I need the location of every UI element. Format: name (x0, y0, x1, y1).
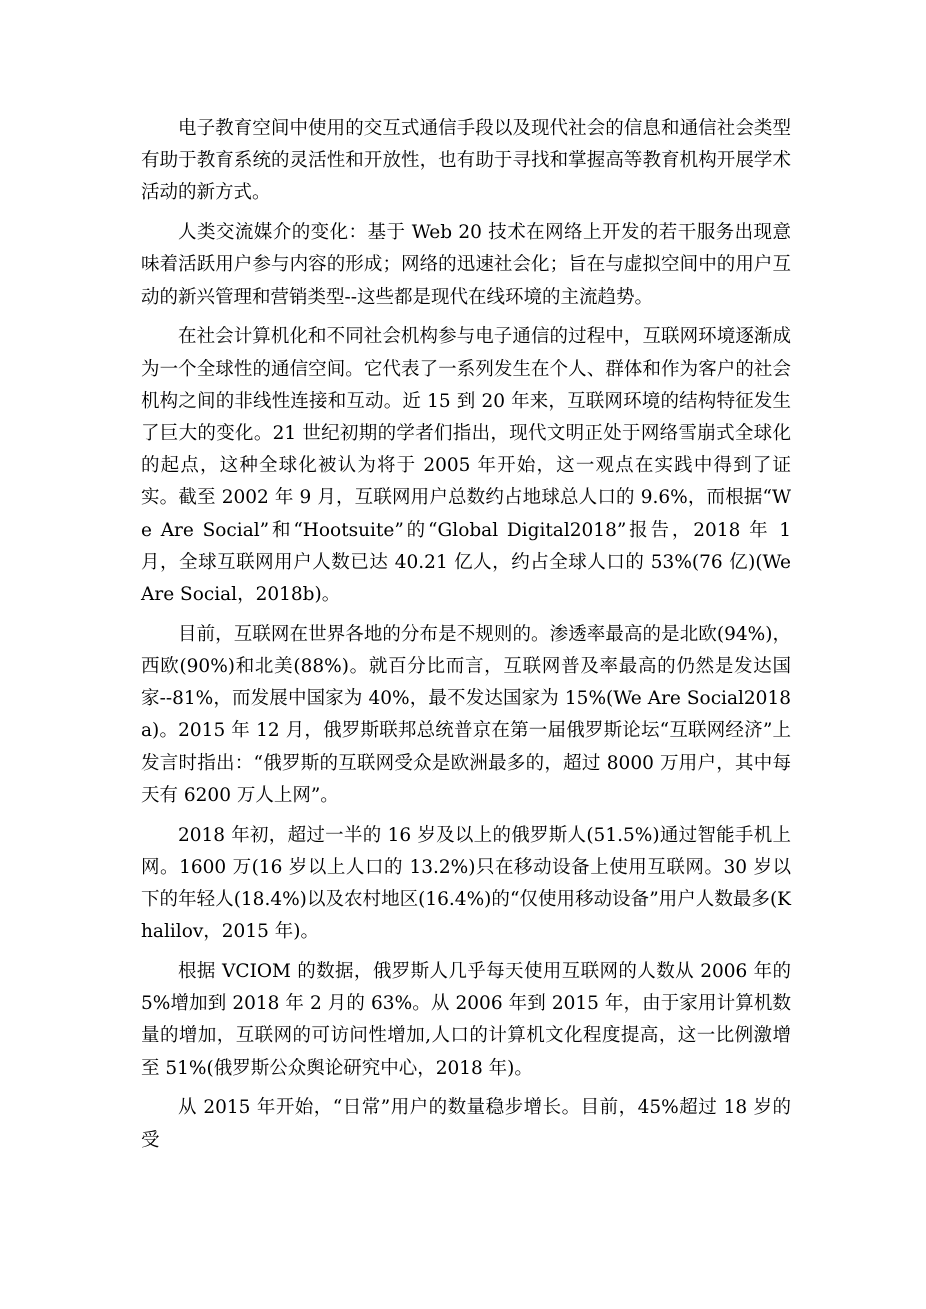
document-page (141, 113, 791, 1164)
paragraph-mobile-usage: 2018 年初，超过一半的 16 岁及以上的俄罗斯人(51.5%)通过智能手机上网。1600 万(16 岁以上人口的 13.2%)只在移动设备上使用互联网。30 岁以下的年轻人(18.4%)以及农村地区(16.4%)的“仅使用移动设备”用户人数最多(Khalilov，2015 年)。 (141, 824, 791, 943)
paragraph-internet-distribution: 目前，互联网在世界各地的分布是不规则的。渗透率最高的是北欧(94%)，西欧(90%)和北美(88%)。就百分比而言，互联网普及率最高的仍然是发达国家--81%，而发展中国家为 40%，最不发达国家为 15%(We Are Social2018a)。2015 年 12 月，俄罗斯联邦总统普京在第一届俄罗斯论坛“互联网经济”上发言时指出：“俄罗斯的互联网受众是欧洲最多的，超过 8000 万用户，其中每天有 6200 万人上网”。 (141, 623, 791, 806)
paragraph-vciom-data: 根据 VCIOM 的数据，俄罗斯人几乎每天使用互联网的人数从 2006 年的 5%增加到 2018 年 2 月的 63%。从 2006 年到 2015 年，由于家用计算机数量的增加，互联网的可访问性增加,人口的计算机文化程度提高，这一比例激增至 51%(俄罗斯公众舆论研究中心，2018 年)。 (141, 961, 791, 1079)
paragraph-interactive-communication: 电子教育空间中使用的交互式通信手段以及现代社会的信息和通信社会类型有助于教育系统的灵活性和开放性，也有助于寻找和掌握高等教育机构开展学术活动的新方式。 (141, 118, 791, 204)
paragraph-global-internet-space: 在社会计算机化和不同社会机构参与电子通信的过程中，互联网环境逐渐成为一个全球性的通信空间。它代表了一系列发生在个人、群体和作为客户的社会机构之间的非线性连接和互动。近 15 到 20 年来，互联网环境的结构特征发生了巨大的变化。21 世纪初期的学者们指出，现代文明正处于网络雪崩式全球化的起点，这种全球化被认为将于 2005 年开始，这一观点在实践中得到了证实。截至 2002 年 9 月，互联网用户总数约占地球总人口的 9.6%，而根据“We Are Social”和“Hootsuite”的“Global Digital2018”报告，2018 年 1 月，全球互联网用户人数已达 40.21 亿人，约占全球人口的 53%(76 亿)(We Are Social，2018b)。 (141, 326, 791, 606)
paragraph-communication-media-change: 人类交流媒介的变化：基于 Web 20 技术在网络上开发的若干服务出现意味着活跃用户参与内容的形成；网络的迅速社会化；旨在与虚拟空间中的用户互动的新兴管理和营销类型--这些都是现代在线环境的主流趋势。 (141, 222, 791, 308)
paragraph-daily-users: 从 2015 年开始，“日常”用户的数量稳步增长。目前，45%超过 18 岁的受 (141, 1097, 791, 1151)
